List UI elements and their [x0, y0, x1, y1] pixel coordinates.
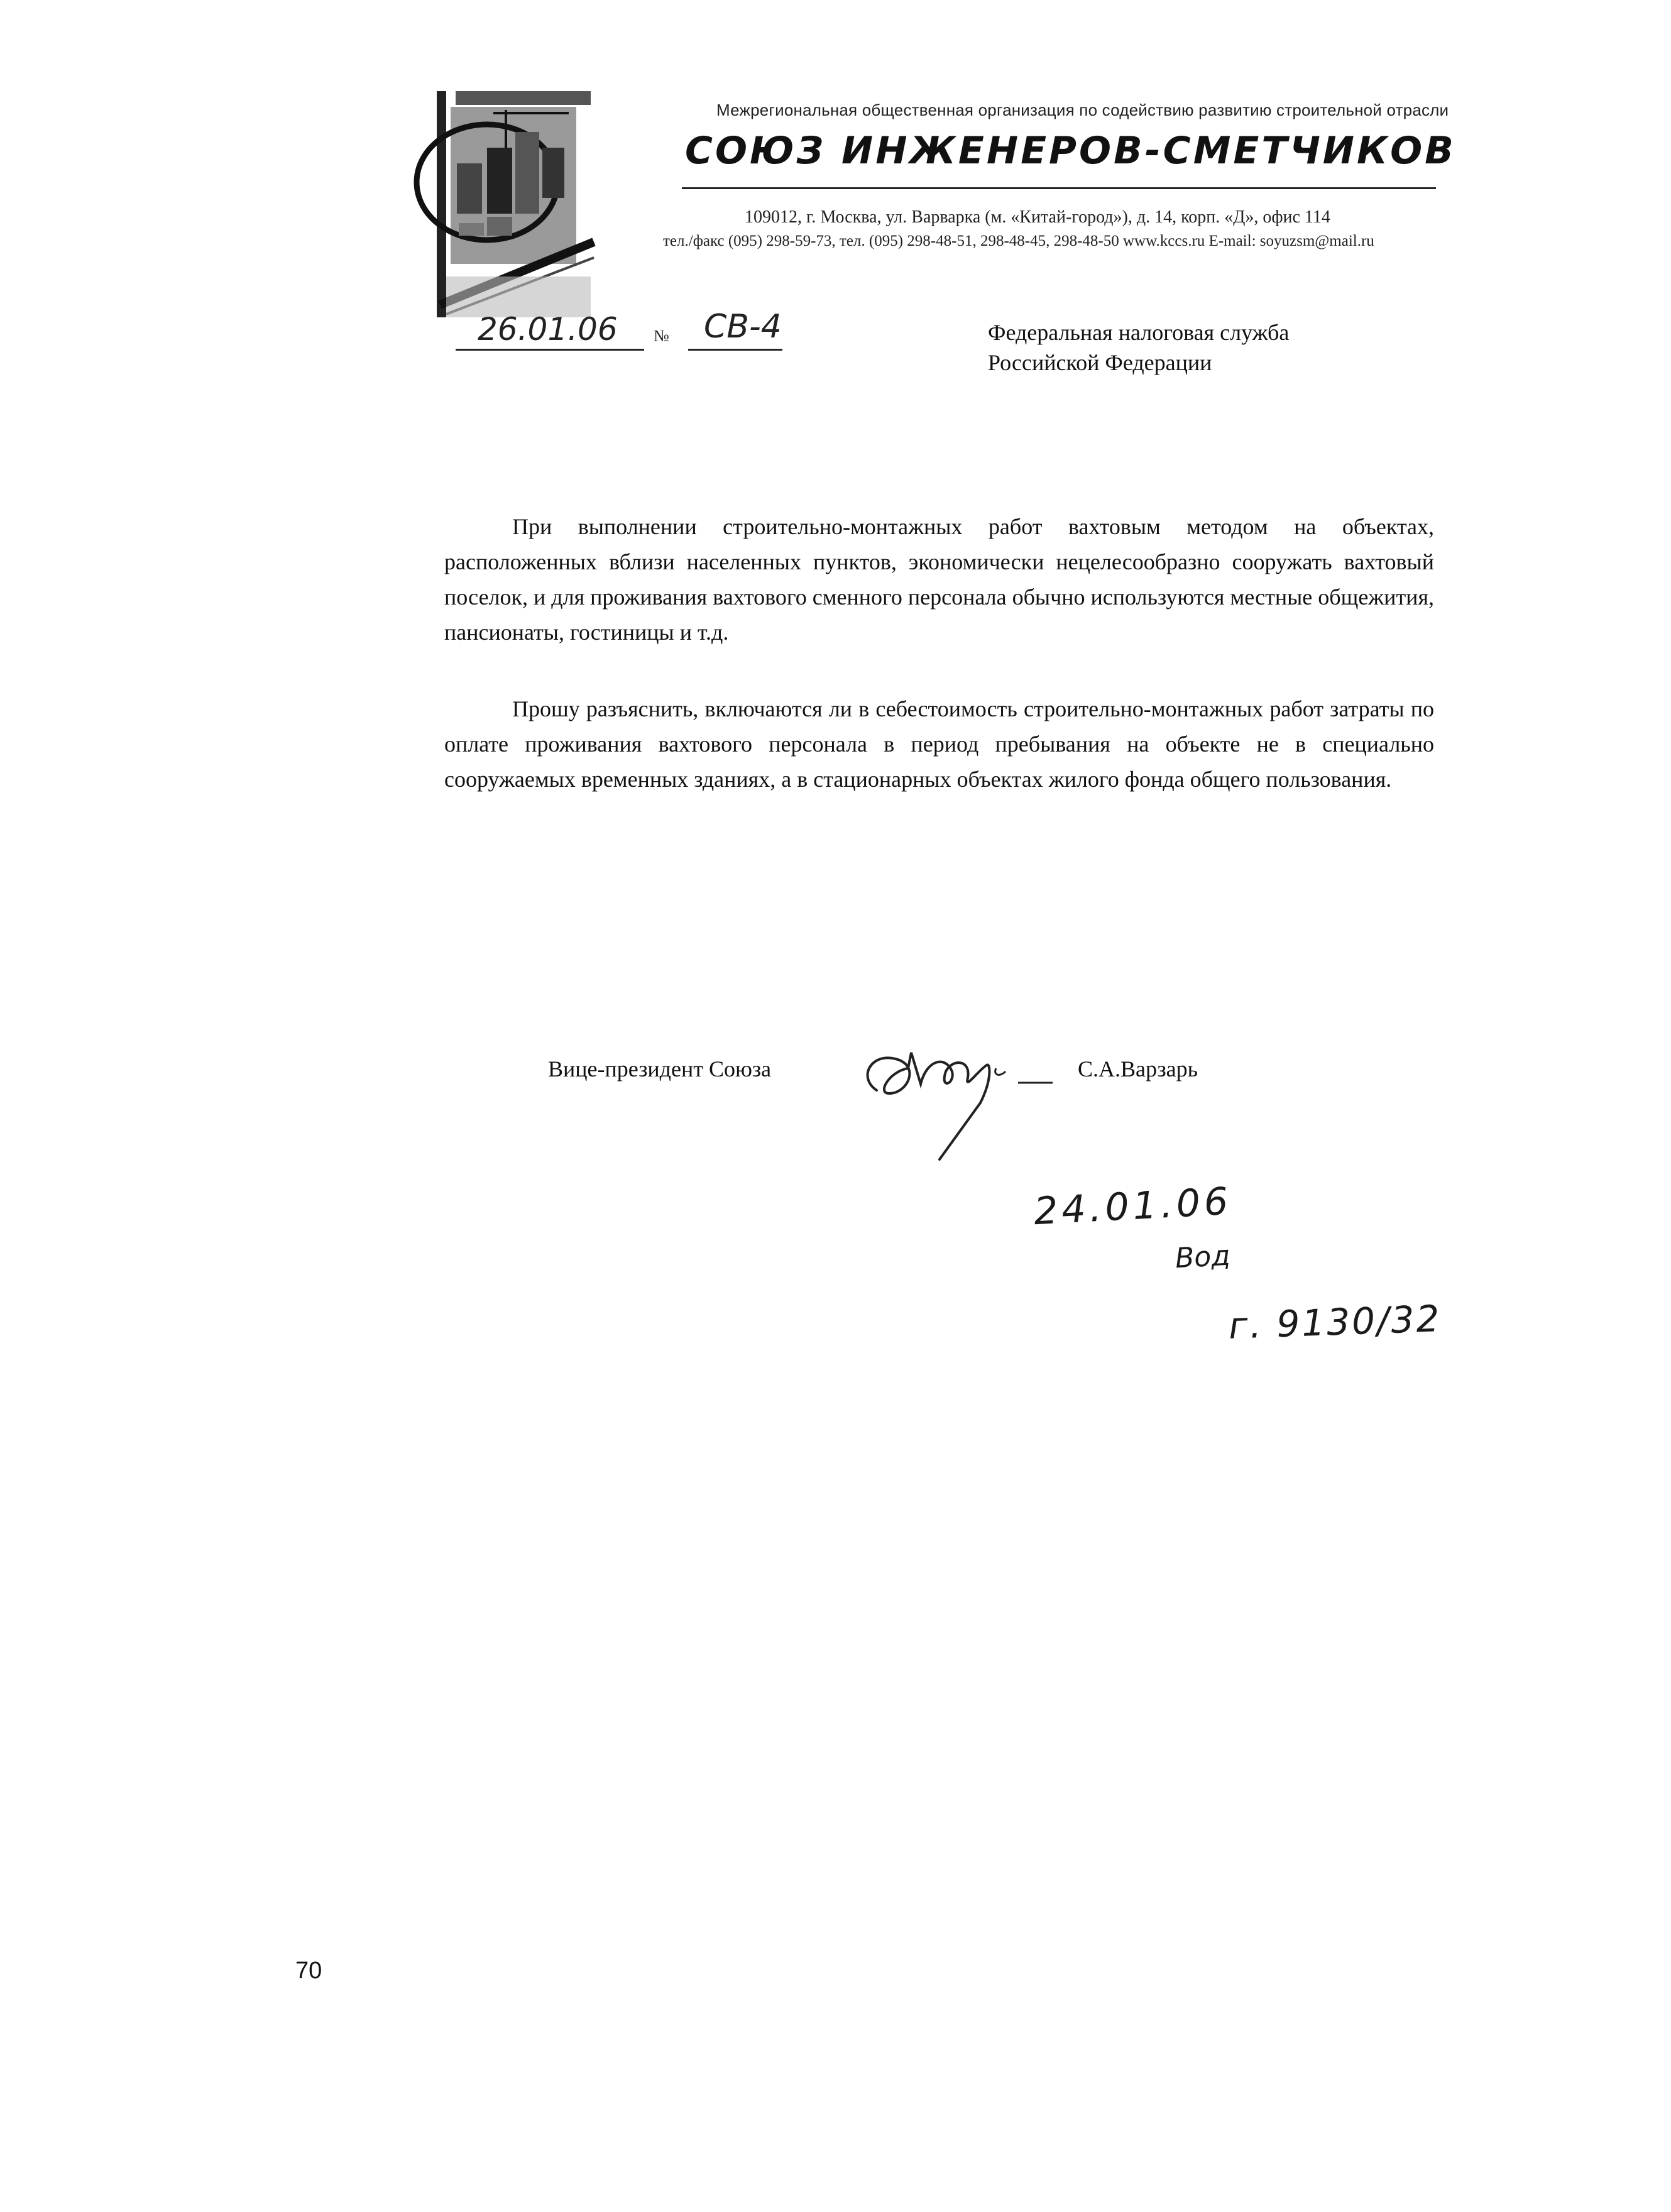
signatory-name: С.А.Варзарь — [1078, 1056, 1198, 1081]
outgoing-date-underline — [456, 349, 644, 351]
body-paragraph-2: Прошу разъяснить, включаются ли в себестоимость строительно-монтажных работ затраты по оплате проживания вахтового персонала в период пребывания на объекте не в специально сооружаемых временных зданиях, а в стационарных объектах жилого фонда общего пользования. — [444, 696, 1434, 792]
organization-contacts: тел./факс (095) 298-59-73, тел. (095) 298-48-51, 298-48-45, 298-48-50 www.kccs.ru E-mail: soyuzsm@mail.ru — [663, 233, 1374, 249]
handwritten-department: Вод — [1174, 1239, 1231, 1275]
organization-address: 109012, г. Москва, ул. Варварка (м. «Китай-город»), д. 14, корп. «Д», офис 114 — [745, 207, 1330, 227]
handwritten-signature — [852, 1034, 1068, 1166]
letterhead-divider — [682, 187, 1436, 189]
outgoing-number-underline — [688, 349, 782, 351]
organization-subtitle: Межрегиональная общественная организация по содействию развитию строительной отрасли — [716, 101, 1449, 119]
organization-logo — [412, 88, 600, 320]
body-paragraph-1: При выполнении строительно-монтажных работ вахтовым методом на объектах, расположенных вблизи населенных пунктов, экономически нецелесообразно сооружать вахтовый поселок, и для проживания вахтового сменного персонала обычно используются местные общежития, пансионаты, гостиницы и т.д. — [444, 514, 1434, 645]
outgoing-number: СВ-4 — [704, 308, 782, 346]
handwritten-receipt-date: 24.01.06 — [1033, 1179, 1233, 1234]
recipient-block — [988, 317, 1491, 378]
organization-title: СОЮЗ ИНЖЕНЕРОВ-СМЕТЧИКОВ — [685, 129, 1456, 173]
recipient-line-2: Российской Федерации — [988, 350, 1212, 375]
page-number: 70 — [295, 1957, 322, 1984]
recipient-line-1: Федеральная налоговая служба — [988, 320, 1290, 345]
number-sign: № — [654, 327, 669, 345]
signatory-position: Вице-президент Союза — [548, 1056, 772, 1081]
handwritten-registration-number: г. 9130/32 — [1227, 1297, 1442, 1347]
outgoing-date: 26.01.06 — [478, 311, 618, 348]
